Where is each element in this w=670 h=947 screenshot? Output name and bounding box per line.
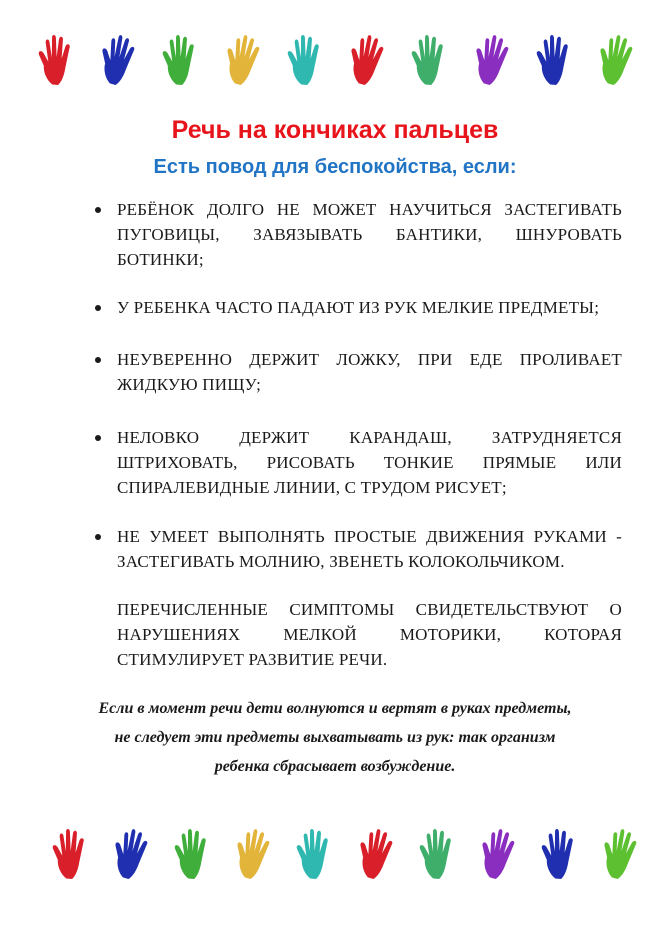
- page-subtitle: Есть повод для беспокойства, если:: [153, 156, 517, 178]
- hand-icon: [36, 34, 76, 88]
- hand-icon: [347, 34, 387, 88]
- list-item: У РЕБЕНКА ЧАСТО ПАДАЮТ ИЗ РУК МЕЛКИЕ ПРЕДМЕТЫ;: [92, 295, 622, 320]
- hand-icon: [539, 828, 579, 882]
- hand-icon: [285, 34, 325, 88]
- hand-icon: [600, 828, 640, 882]
- list-item: НЕЛОВКО ДЕРЖИТ КАРАНДАШ, ЗАТРУДНЯЕТСЯ ШТРИХОВАТЬ, РИСОВАТЬ ТОНКИЕ ПРЯМЫЕ ИЛИ СПИРАЛЕВИДНЫЕ ЛИНИИ, С ТРУДОМ РИСУЕТ;: [92, 425, 622, 500]
- hand-icon: [50, 828, 90, 882]
- hand-icon: [111, 828, 151, 882]
- hand-icon: [223, 34, 263, 88]
- hand-icon: [233, 828, 273, 882]
- page-title: Речь на кончиках пальцев: [171, 116, 499, 144]
- list-item: НЕУВЕРЕННО ДЕРЖИТ ЛОЖКУ, ПРИ ЕДЕ ПРОЛИВАЕТ ЖИДКУЮ ПИЩУ;: [92, 347, 622, 397]
- hand-icon: [294, 828, 334, 882]
- hand-icon: [172, 828, 212, 882]
- hand-icon: [534, 34, 574, 88]
- hand-icon: [417, 828, 457, 882]
- hand-icon: [596, 34, 636, 88]
- hand-icon: [478, 828, 518, 882]
- list-item: НЕ УМЕЕТ ВЫПОЛНЯТЬ ПРОСТЫЕ ДВИЖЕНИЯ РУКАМИ - ЗАСТЕГИВАТЬ МОЛНИЮ, ЗВЕНЕТЬ КОЛОКОЛЬЧИКОМ.: [92, 524, 622, 574]
- hands-row-bottom: [50, 826, 640, 884]
- hand-icon: [409, 34, 449, 88]
- hand-icon: [98, 34, 138, 88]
- hands-row-top: [36, 32, 636, 90]
- conclusion-text: ПЕРЕЧИСЛЕННЫЕ СИМПТОМЫ СВИДЕТЕЛЬСТВУЮТ О НАРУШЕНИЯХ МЕЛКОЙ МОТОРИКИ, КОТОРАЯ СТИМУЛИРУЕТ РАЗВИТИЕ РЕЧИ.: [117, 600, 622, 669]
- hand-icon: [472, 34, 512, 88]
- hand-icon: [356, 828, 396, 882]
- advice-quote: Если в момент речи дети волнуются и вертят в руках предметы, не следует эти предметы выхватывать из рук: так организм ребенка сбрасывает возбуждение.: [98, 700, 572, 775]
- list-item: РЕБЁНОК ДОЛГО НЕ МОЖЕТ НАУЧИТЬСЯ ЗАСТЕГИВАТЬ ПУГОВИЦЫ, ЗАВЯЗЫВАТЬ БАНТИКИ, ШНУРОВАТЬ БОТИНКИ;: [92, 197, 622, 272]
- hand-icon: [160, 34, 200, 88]
